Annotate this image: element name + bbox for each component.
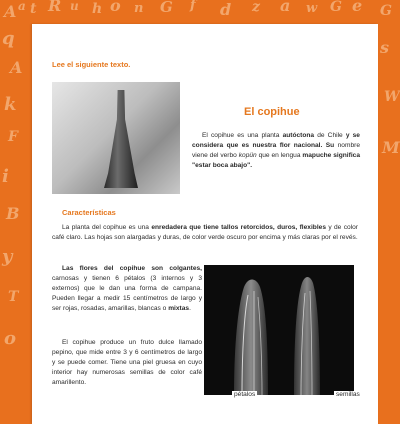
background-letter: B <box>6 204 20 223</box>
text-run: que en lengua <box>256 152 303 159</box>
background-letter: T <box>8 289 19 305</box>
copihue-photo <box>52 82 180 194</box>
fruit-paragraph <box>52 338 202 388</box>
text-run: El copihue es una planta <box>202 132 283 139</box>
fruit-cut-image <box>204 265 354 395</box>
page-title: El copihue <box>244 106 300 118</box>
instruction-text: Lee el siguiente texto. <box>52 60 131 69</box>
background-letter: s <box>380 38 390 57</box>
background-letter: A <box>10 58 23 77</box>
background-letter: f <box>190 0 196 13</box>
background-letter: z <box>252 0 260 15</box>
text-run: y de color café claro. Las hojas son alargadas y duras, de color verde oscuro por encima y más claras por el revés. <box>52 224 359 241</box>
background-letter: i <box>2 166 9 187</box>
background-letter: o <box>4 328 17 349</box>
background-letter: e <box>352 0 363 15</box>
background-letter: o <box>110 0 121 15</box>
characteristics-paragraph <box>52 223 358 243</box>
background-letter: W <box>384 89 400 105</box>
text-run: El copihue produce un fruto dulce llamado pepino, que mide entre 3 y 6 centímetros de largo y se puede comer. Tiene una piel gruesa en cuyo interior hay numerosas semillas de color café amarillento. <box>52 339 202 386</box>
seeds-label: semillas <box>336 391 360 398</box>
background-letter: a <box>18 0 26 13</box>
background-letter: G <box>330 0 342 15</box>
text-bold: autóctona <box>282 132 315 139</box>
background-letter: h <box>92 1 103 17</box>
text-italic: kopün <box>238 152 257 159</box>
background-letter: u <box>70 0 79 13</box>
background-letter: A <box>4 2 17 21</box>
petals-label: pétalos <box>234 391 256 398</box>
text-run: de Chile <box>314 132 346 139</box>
copihue-flower-image <box>104 90 138 188</box>
flowers-paragraph <box>52 264 202 314</box>
section-subtitle: Características <box>62 208 116 217</box>
background-letter: t <box>30 1 37 17</box>
fruit-photo <box>204 265 354 395</box>
background-letter: n <box>134 1 144 16</box>
text-run: . <box>189 305 191 312</box>
background-letter: k <box>4 94 17 115</box>
background-letter: R <box>48 0 62 15</box>
text-bold: mapuche significa "estar boca abajo". <box>192 152 360 169</box>
text-bold: y se considera que es nuestra flor nacional. Su <box>192 132 360 149</box>
background-letter: d <box>220 0 232 19</box>
background-letter: G <box>380 3 392 19</box>
text-bold: mixtas <box>168 305 190 312</box>
background-letter: F <box>8 129 18 145</box>
background-letter: w <box>306 1 318 16</box>
background-letter: G <box>160 0 173 16</box>
text-run: La planta del copihue es una <box>62 224 152 231</box>
background-letter: q <box>2 28 15 49</box>
text-run: carnosas y tienen 6 pétalos (3 internos y 3 externos) que le dan una forma de campana. Pueden llegar a medir 15 centímetros de largo y ser rojas, rosadas, amarillas, blancas o <box>52 275 202 312</box>
text-run: nombre viene del verbo <box>192 142 360 159</box>
background-letter: a <box>280 0 291 15</box>
intro-paragraph <box>192 131 360 171</box>
background-letter: M <box>382 138 400 157</box>
text-bold: enredadera que tiene tallos retorcidos, duros, flexibles <box>151 224 326 231</box>
text-bold: Las flores del copihue son colgantes, <box>62 265 202 272</box>
background-letter: y <box>2 246 13 267</box>
